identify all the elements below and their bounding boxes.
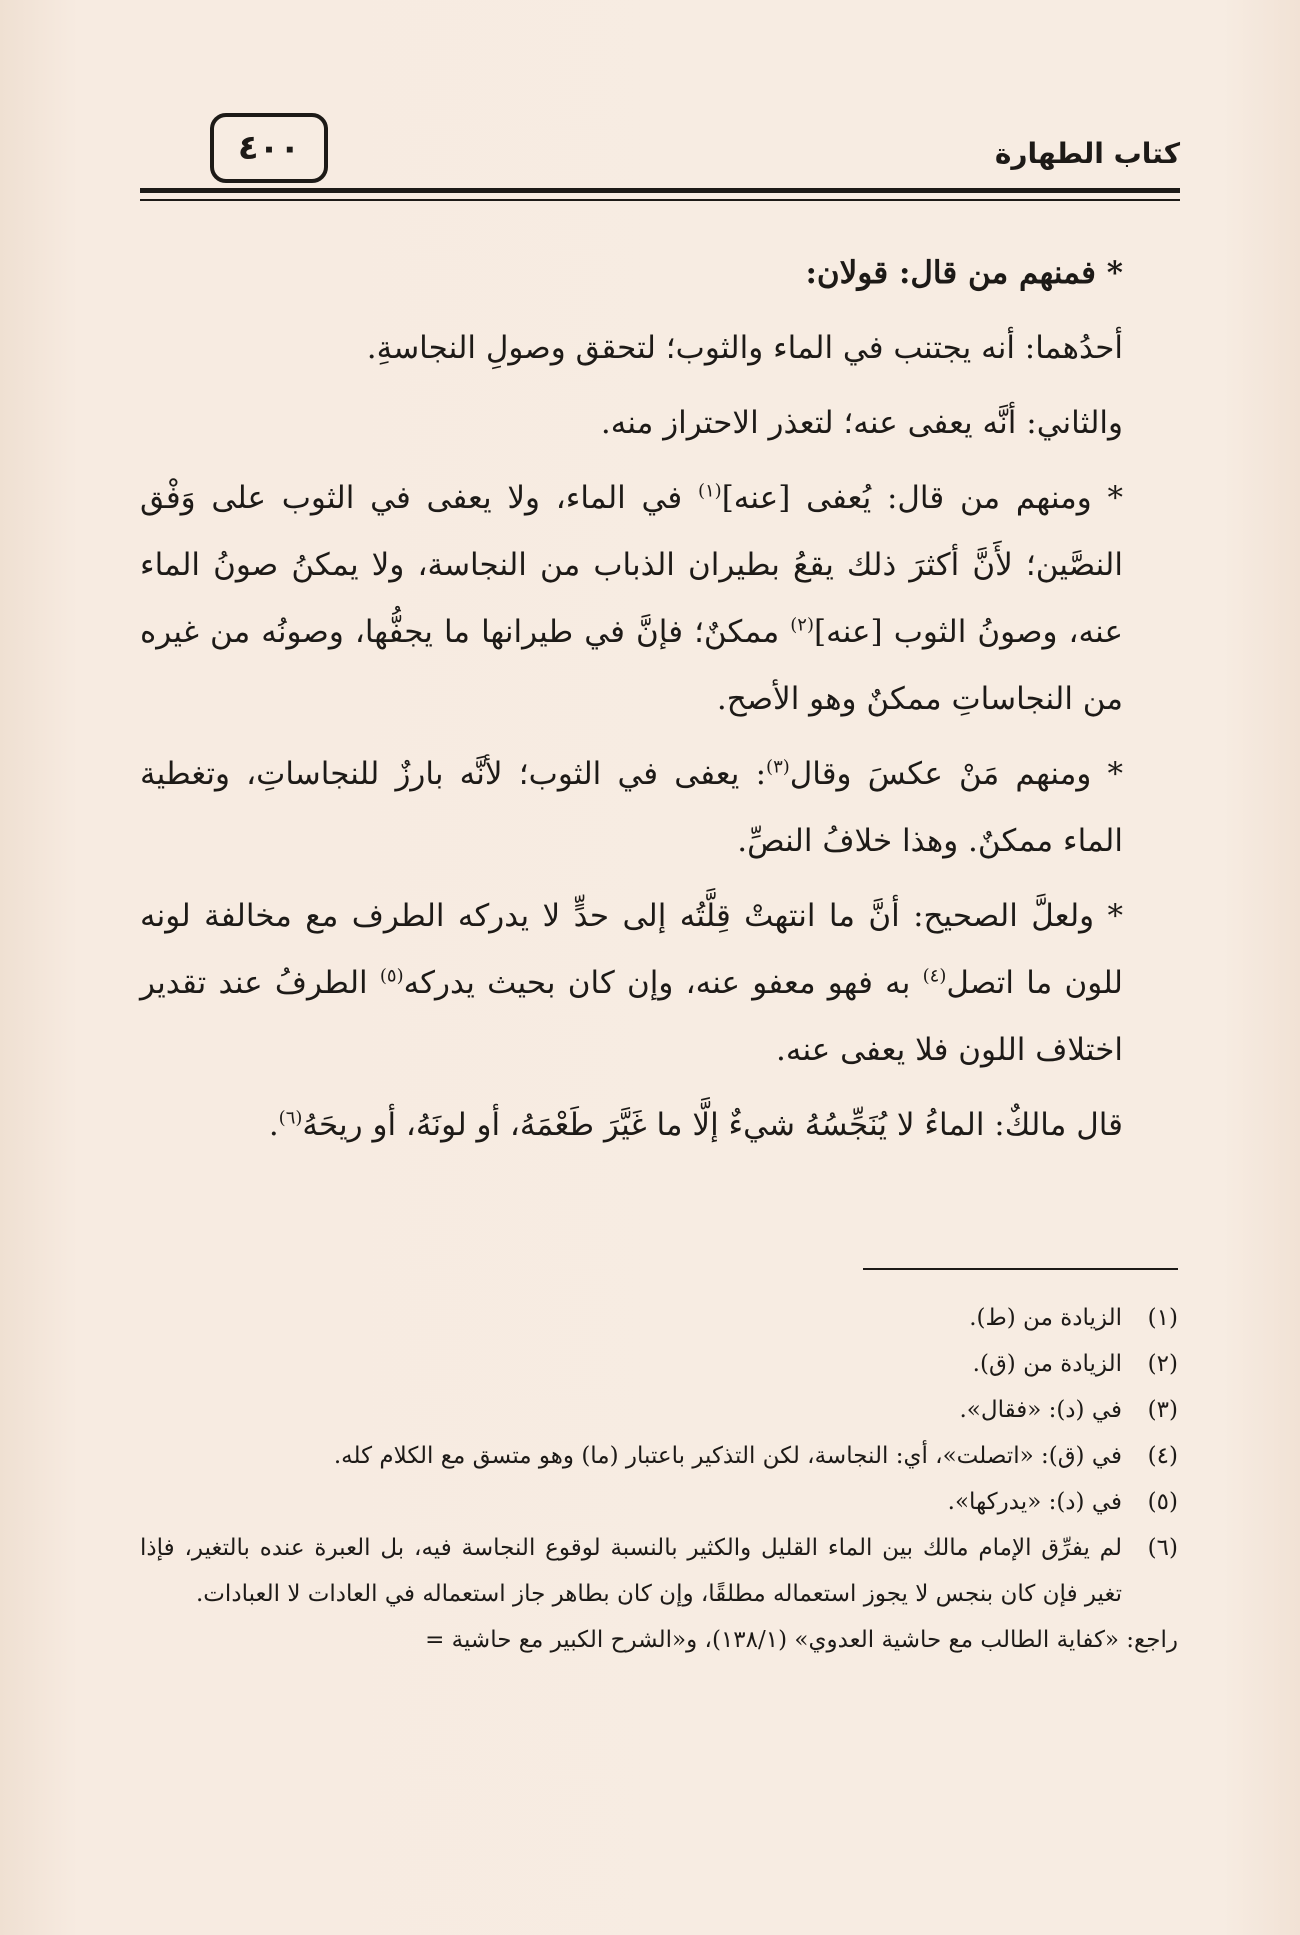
paragraph-4-part-c: ممكنٌ؛ فإنَّ في طيرانها ما يجفُّها، وصونُه من غيره من النجاساتِ ممكنٌ وهو الأصح. xyxy=(140,614,1123,717)
footnote-ref-6: (٦) xyxy=(278,1107,303,1129)
footnote-2 xyxy=(140,1341,1178,1387)
footnote-number: (٢) xyxy=(1147,1351,1178,1377)
paragraph-1: * فمنهم من قال: قولان: xyxy=(805,255,1123,291)
paragraph-4-part-b: في الماء، ولا يعفى في الثوب على وَفْق النصَّين؛ لأَنَّ أكثرَ ذلك يقعُ بطيران الذباب من النجاسة، ولا يمكنُ صونُ الماء عنه، وصونُ الثوب [عنه] xyxy=(140,480,1123,650)
footnote-ref-2: (٢) xyxy=(790,614,814,636)
header-rule-thin xyxy=(140,199,1180,201)
footnote-continuation-text: راجع: «كفاية الطالب مع حاشية العدوي» (١٣٨/١)، و«الشرح الكبير مع حاشية = xyxy=(425,1627,1178,1653)
paragraph-6 xyxy=(140,883,1178,1084)
main-text xyxy=(140,240,1178,1167)
footnote-number: (١) xyxy=(1147,1305,1178,1331)
paragraph-3: والثاني: أنَّه يعفى عنه؛ لتعذر الاحتراز منه. xyxy=(600,405,1123,441)
paragraph-2: أحدُهما: أنه يجتنب في الماء والثوب؛ لتحقق وصولِ النجاسةِ. xyxy=(366,330,1123,366)
footnote-text: لم يفرِّق الإمام مالك بين الماء القليل والكثير بالنسبة لوقوع النجاسة فيه، بل العبرة عنده بالتغير، فإذا تغير فإن كان بنجس لا يجوز استعماله مطلقًا، وإن كان بطاهر جاز استعماله في العادات لا العبادات. xyxy=(140,1535,1122,1607)
paragraph-7-part-a: قال مالكٌ: الماءُ لا يُنَجِّسُهُ شيءٌ إلَّا ما غَيَّرَ طَعْمَهُ، أو لونَهُ، أو ريحَهُ xyxy=(302,1107,1123,1143)
paragraph-7 xyxy=(140,1092,1178,1159)
paragraph-5-part-a: * ومنهم مَنْ عكسَ وقال xyxy=(789,756,1123,792)
paragraph-4-part-a: * ومنهم من قال: يُعفى [عنه] xyxy=(721,480,1123,516)
paragraph-6-part-c: الطرفُ عند تقدير اختلاف اللون فلا يعفى عنه. xyxy=(140,965,1123,1068)
footnote-4 xyxy=(140,1433,1178,1479)
paragraph-4 xyxy=(140,465,1178,733)
footnote-text: في (د): «يدركها». xyxy=(947,1489,1122,1515)
footnote-number: (٤) xyxy=(1147,1443,1178,1469)
paragraph-7-part-b: . xyxy=(268,1107,279,1143)
footnote-separator xyxy=(863,1268,1178,1270)
footnote-text: الزيادة من (ط). xyxy=(969,1305,1122,1331)
footnote-ref-3: (٣) xyxy=(766,756,790,778)
footnote-text: في (ق): «اتصلت»، أي: النجاسة، لكن التذكير باعتبار (ما) وهو متسق مع الكلام كله. xyxy=(333,1443,1122,1469)
paragraph-5-part-b: : يعفى في الثوب؛ لأنَّه بارزٌ للنجاساتِ، وتغطية الماء ممكنٌ. وهذا خلافُ النصِّ. xyxy=(140,756,1123,859)
footnote-text: الزيادة من (ق). xyxy=(972,1351,1122,1377)
paragraph-6-part-a: * ولعلَّ الصحيح: أنَّ ما انتهتْ قِلَّتُه إلى حدٍّ لا يدركه الطرف مع مخالفة لونه للون ما اتصل xyxy=(140,898,1123,1001)
header-rule-thick xyxy=(140,188,1180,193)
paragraph-5 xyxy=(140,741,1178,875)
footnote-continuation xyxy=(140,1617,1178,1663)
footnote-3 xyxy=(140,1387,1178,1433)
footnote-number: (٣) xyxy=(1147,1397,1178,1423)
footnote-ref-5: (٥) xyxy=(379,965,404,987)
footnotes xyxy=(140,1295,1178,1663)
footnote-text: في (د): «فقال». xyxy=(959,1397,1122,1423)
footnote-number: (٥) xyxy=(1147,1489,1178,1515)
footnote-1 xyxy=(140,1295,1178,1341)
book-title: كتاب الطهارة xyxy=(994,137,1180,170)
footnote-number: (٦) xyxy=(1147,1535,1178,1561)
footnote-5 xyxy=(140,1479,1178,1525)
footnote-ref-1: (١) xyxy=(697,480,722,502)
page-number: ٤٠٠ xyxy=(210,113,328,183)
footnote-ref-4: (٤) xyxy=(922,965,947,987)
page-header xyxy=(140,105,1180,200)
footnote-6 xyxy=(140,1525,1178,1617)
paragraph-6-part-b: به فهو معفو عنه، وإن كان بحيث يدركه xyxy=(403,965,923,1001)
